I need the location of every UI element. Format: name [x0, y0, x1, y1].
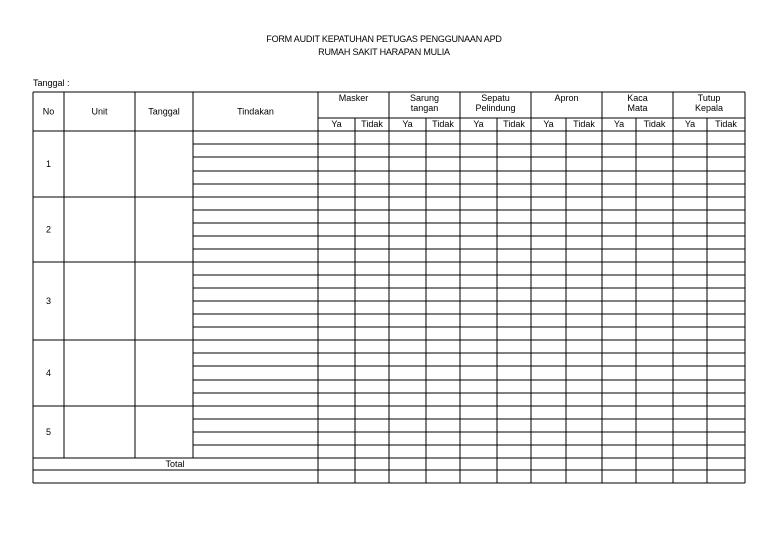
date-label: Tanggal :: [33, 78, 70, 88]
header-tanggal: Tanggal: [148, 106, 180, 117]
apd-header-tutup-line1: Tutup: [697, 93, 721, 103]
group-number-2: 2: [45, 224, 52, 235]
hospital-name: RUMAH SAKIT HARAPAN MULIA: [318, 47, 450, 57]
apd-apron-tidak-label: Tidak: [573, 119, 595, 129]
apd-header-apron-line1: Apron: [554, 93, 579, 103]
apd-header-sarung-line1: Sarung: [409, 93, 440, 103]
group-number-5: 5: [45, 427, 52, 437]
form-title: FORM AUDIT KEPATUHAN PETUGAS PENGGUNAAN APD: [266, 34, 502, 44]
group-number-3: 3: [45, 296, 52, 306]
apd-header-kaca-line2: Mata: [627, 103, 648, 113]
apd-header-sepatu-line2: Pelindung: [475, 103, 516, 113]
header-unit: Unit: [91, 106, 108, 117]
apd-header-tutup-line2: Kepala: [694, 103, 724, 113]
apd-header-sarung-line2: tangan: [410, 103, 439, 113]
apd-sarung-ya-label: Ya: [402, 119, 413, 129]
apd-tutup-ya-label: Ya: [684, 119, 696, 129]
apd-sepatu-tidak-label: Tidak: [503, 119, 525, 129]
apd-sepatu-ya-label: Ya: [473, 119, 484, 129]
apd-apron-ya-label: Ya: [543, 119, 554, 129]
group-number-4: 4: [45, 368, 52, 378]
apd-header-sepatu-line1: Sepatu: [481, 93, 510, 103]
total-label: Total: [165, 459, 185, 469]
group-number-1: 1: [45, 159, 52, 169]
apd-kaca-tidak-label: Tidak: [643, 119, 666, 129]
apd-sarung-tidak-label: Tidak: [432, 119, 454, 129]
header-no: No: [42, 106, 55, 117]
apd-masker-tidak-label: Tidak: [361, 119, 383, 129]
apd-header-kaca-line1: Kaca: [627, 93, 648, 103]
apd-kaca-ya-label: Ya: [613, 119, 625, 129]
apd-masker-ya-label: Ya: [331, 119, 342, 129]
header-tindakan: Tindakan: [237, 106, 274, 117]
apd-header-masker-line1: Masker: [338, 93, 369, 103]
apd-tutup-tidak-label: Tidak: [715, 119, 737, 129]
